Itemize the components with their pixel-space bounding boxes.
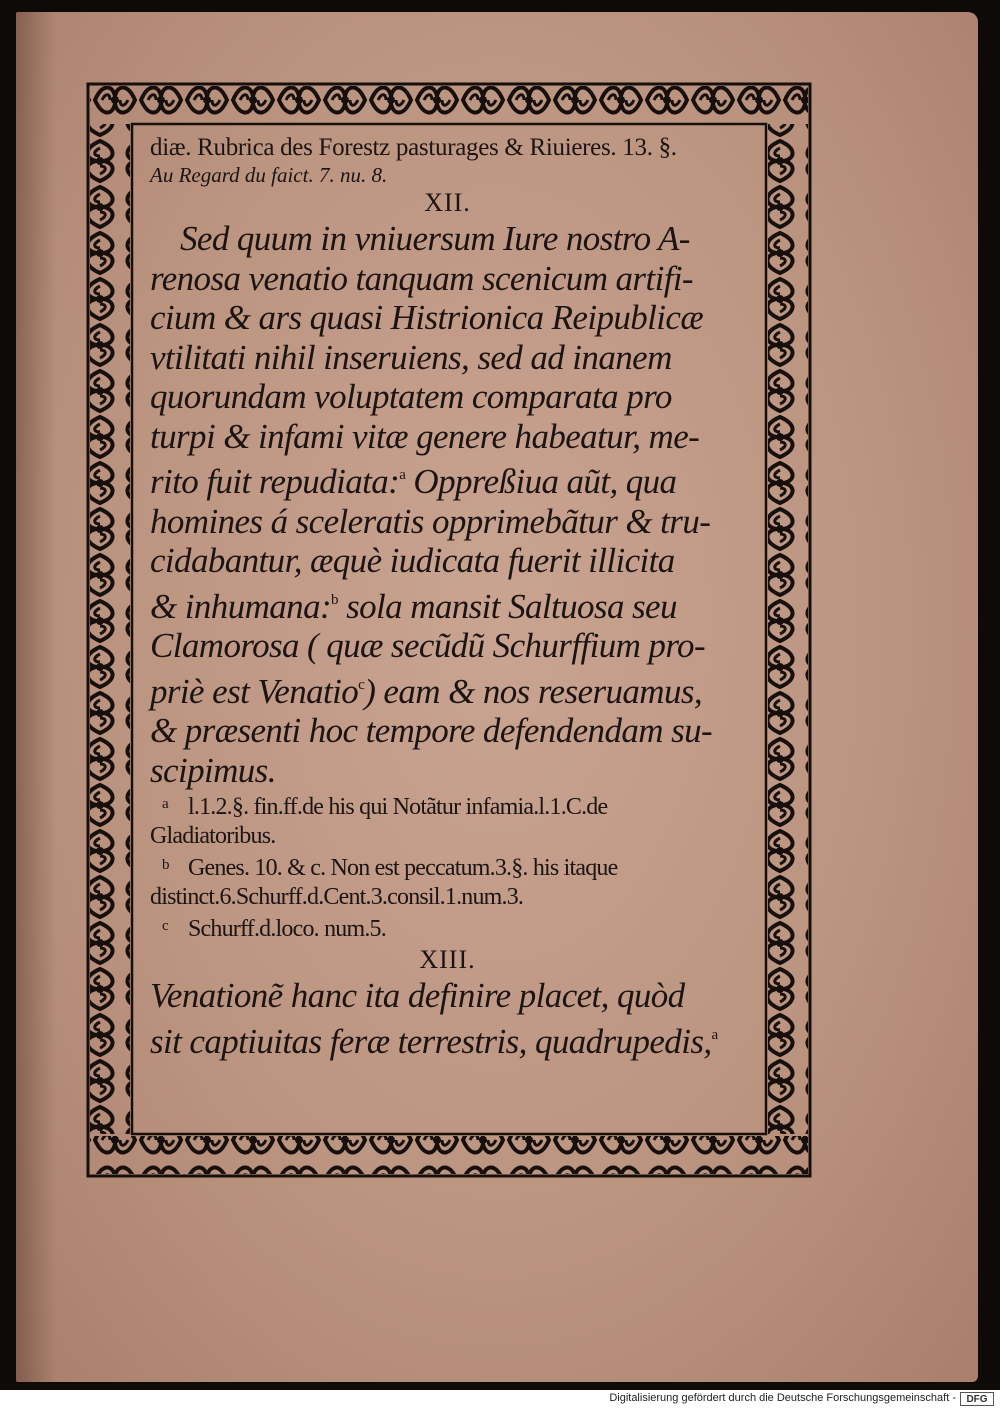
border-top-band (90, 86, 808, 124)
body-segment: priè est Venatio (150, 671, 359, 711)
footer-credit: Digitalisierung gefördert durch die Deutsche Forschungsgemeinschaft - (609, 1392, 956, 1404)
body-line: turpi & infami vitæ genere habeatur, me- (150, 416, 700, 456)
body-line: Clamorosa ( quæ secũdũ Schurffium pro- (150, 626, 706, 665)
body-line: cium & ars quasi Histrionica Reipublicæ (150, 298, 704, 337)
section-number-xii: XII. (424, 188, 471, 217)
footnote-text: Genes. 10. & c. Non est peccatum.3.§. his itaque (188, 855, 618, 881)
running-header-line-2: Au Regard du faict. 7. nu. 8. (150, 163, 388, 187)
body-segment: sola mansit Saltuosa seu (346, 586, 677, 626)
digitization-footer (0, 1390, 1000, 1409)
footnote-b (150, 851, 745, 883)
footnote-ref: a (399, 467, 406, 483)
border-right-band (768, 124, 808, 1134)
footnote-ref: a (711, 1026, 718, 1043)
body-line: Sed quum in vniuersum Iure nostro A- (180, 219, 690, 258)
footnote-a (150, 790, 745, 822)
footnote-ref: b (331, 591, 338, 608)
body-line: quorundam voluptatem comparata pro (150, 377, 672, 416)
body-line: & præsenti hoc tempore defendendam su- (150, 711, 713, 750)
footnote-marker: c (162, 918, 168, 934)
body-line (150, 1016, 745, 1062)
body-segment: ) eam & nos reseruamus, (364, 671, 703, 711)
body-line: renosa venatio tanquam scenicum artifi- (150, 258, 693, 298)
footnote-c (150, 912, 745, 944)
body-segment: sit captiuitas feræ terrestris, quadrupedis, (150, 1021, 712, 1061)
body-line (150, 666, 745, 712)
body-segment: & inhumana: (150, 586, 332, 626)
dfg-logo: DFG (960, 1392, 994, 1406)
running-header-line-1: diæ. Rubrica des Forestz pasturages & Riuieres. 13. §. (150, 134, 677, 161)
body-line (150, 581, 745, 627)
footnote-a-cont: Gladiatoribus. (150, 823, 276, 849)
footnote-marker: a (162, 796, 168, 812)
section-number-xiii: XIII. (419, 945, 476, 974)
border-left-band (90, 124, 130, 1134)
border-bottom-band (90, 1136, 808, 1174)
body-line: homines á sceleratis opprimebãtur & tru- (150, 501, 711, 541)
body-segment: rito fuit repudiata: (150, 462, 400, 501)
footnote-text: Schurff.d.loco. num.5. (188, 916, 386, 942)
body-segment: Oppreßiua aũt, qua (413, 462, 677, 501)
body-line: scipimus. (150, 750, 276, 790)
footnote-text: l.1.2.§. fin.ff.de his qui Notãtur infamia.l.1.C.de (188, 794, 608, 820)
body-line: vtilitati nihil inseruiens, sed ad inanem (150, 337, 672, 377)
footnote-marker: b (162, 857, 169, 873)
body-line (150, 456, 745, 502)
body-line: cidabantur, æquè iudicata fuerit illicita (150, 541, 675, 580)
footnote-b-cont: distinct.6.Schurff.d.Cent.3.consil.1.num.3. (150, 884, 524, 910)
body-line: Venationẽ hanc ita definire placet, quòd (150, 976, 685, 1015)
footnote-ref: c (358, 676, 365, 693)
page-text (150, 132, 745, 1061)
